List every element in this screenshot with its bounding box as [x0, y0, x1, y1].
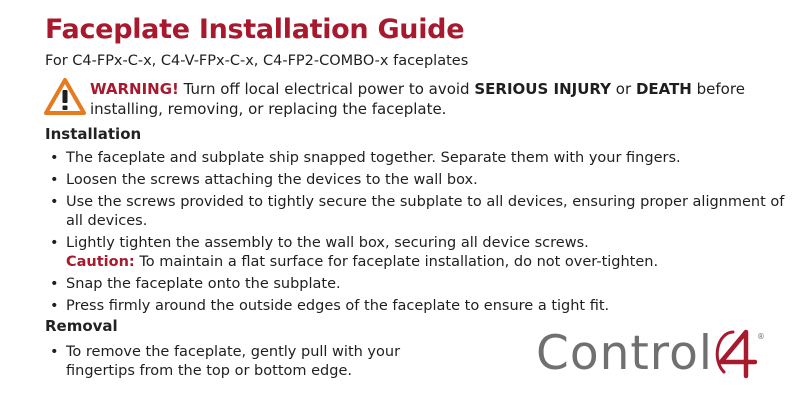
warning-text-2: before installing, removing, or replacing the faceplate. [90, 80, 745, 118]
control4-mark-icon [715, 328, 757, 380]
list-item [48, 297, 788, 316]
step-text: The faceplate and subplate ship snapped together. Separate them with your fingers. [66, 150, 681, 166]
warning-label: WARNING! [90, 80, 179, 98]
registered-mark: ® [756, 332, 765, 341]
warning-strong-death: DEATH [635, 80, 692, 98]
removal-steps [48, 343, 468, 384]
warning-strong-injury: SERIOUS INJURY [474, 80, 612, 98]
list-item [48, 275, 788, 294]
step-text: Use the screws provided to tightly secure the subplate to all devices, ensuring proper alignment of all devices. [66, 194, 785, 229]
logo-wordmark: Control [536, 326, 713, 381]
caution-text: To maintain a flat surface for faceplate installation, do not over-tighten. [139, 254, 659, 270]
list-item [48, 343, 468, 381]
list-item [48, 234, 788, 272]
step-text: To remove the faceplate, gently pull with your fingertips from the top or bottom edge. [66, 344, 401, 379]
page-subtitle: For C4-FPx-C-x, C4-V-FPx-C-x, C4-FP2-COMBO-x faceplates [45, 53, 469, 69]
step-text: Press firmly around the outside edges of the faceplate to ensure a tight fit. [66, 298, 610, 314]
list-item [48, 171, 788, 190]
caution-note [66, 253, 788, 272]
warning-text-1: Turn off local electrical power to avoid [183, 80, 470, 98]
warning-message [90, 79, 780, 119]
step-text: Lightly tighten the assembly to the wall box, securing all device screws. [66, 235, 589, 251]
installation-heading: Installation [45, 125, 142, 143]
step-text: Snap the faceplate onto the subplate. [66, 276, 341, 292]
control4-logo [536, 326, 765, 381]
list-item [48, 193, 788, 231]
page-title: Faceplate Installation Guide [45, 14, 465, 45]
removal-heading: Removal [45, 317, 118, 335]
step-text: Loosen the screws attaching the devices to the wall box. [66, 172, 478, 188]
warning-triangle-icon [43, 77, 87, 117]
caution-label: Caution: [66, 254, 135, 270]
list-item [48, 149, 788, 168]
installation-steps [48, 149, 788, 319]
warning-or: or [615, 80, 632, 98]
